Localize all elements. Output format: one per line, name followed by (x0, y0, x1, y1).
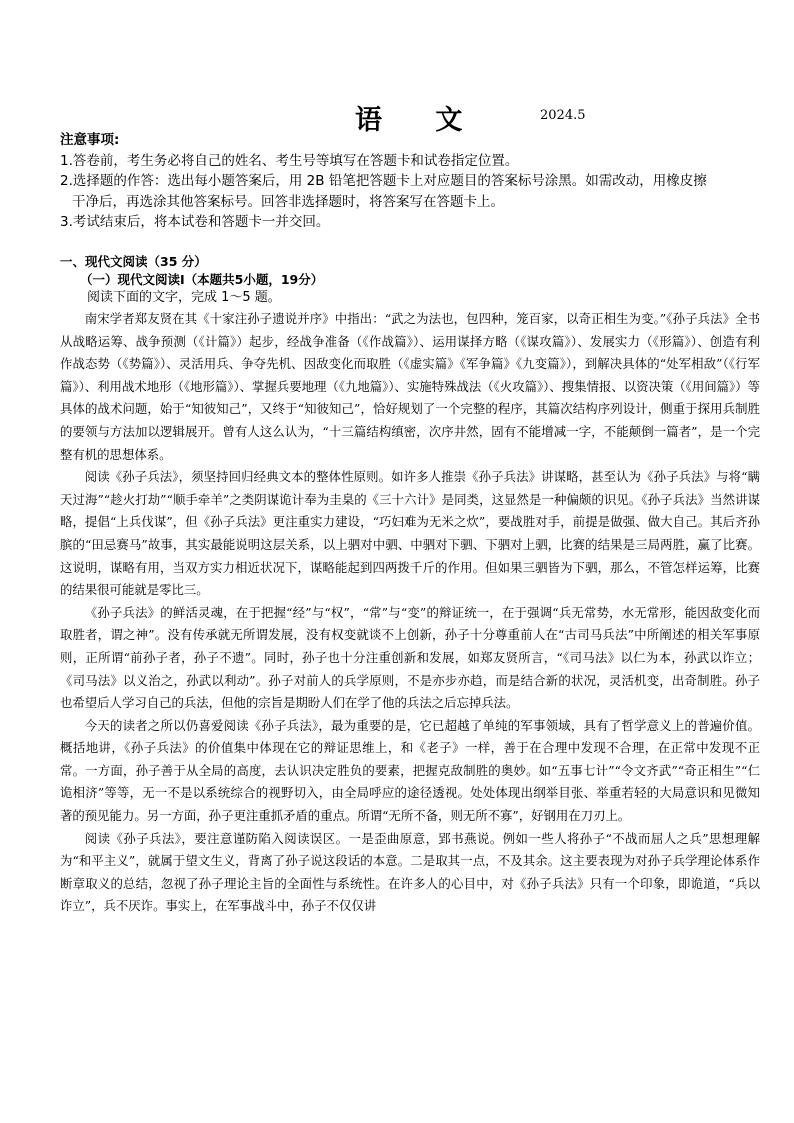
passage-paragraph-3: 《孙子兵法》的鲜活灵魂，在于把握“经”与“权”，“常”与“变”的辩证统一，在于强调“兵无常势，水无常形，能因敌变化而取胜者，谓之神”。没有传承就无所谓发展，没有权变就谈不上创新，孙子十分尊重前人在“古司马兵法”中所阐述的相关军事原则，正所谓“前孙子者，孙子不遗”。同时，孙子也十分注重创新和发展，如郑友贤所言，“《司马法》以仁为本，孙武以诈立；《司马法》以义治之，孙武以利动”。孙子对前人的兵学原则，不是亦步亦趋，而是结合新的状况，灵活机变，出奇制胜。孙子也希望后人学习自己的兵法，但他的宗旨是期盼人们在学了他的兵法之后忘掉兵法。 (60, 604, 760, 711)
subsection-title: （一）现代文阅读Ⅰ（本题共5小题，19分） (80, 272, 324, 287)
passage-paragraph-5: 阅读《孙子兵法》，要注意谨防陷入阅读误区。一是歪曲原意，郢书燕说。例如一些人将孙子“不战而屈人之兵”思想理解为“和平主义”，就属于望文生义，背离了孙子说这段话的本意。二是取其一点，不及其余。这主要表现为对孙子兵学理论体系作断章取义的总结，忽视了孙子理论主旨的全面性与系统性。在许多人的心目中，对《孙子兵法》只有一个印象，即诡道，“兵以诈立”，兵不厌诈。事实上，在军事战斗中，孙子不仅仅讲 (60, 830, 760, 914)
passage-paragraph-4: 今天的读者之所以仍喜爱阅读《孙子兵法》，最为重要的是，它已超越了单纯的军事领域，具有了哲学意义上的普遍价值。概括地讲，《孙子兵法》的价值集中体现在它的辩证思维上，和《老子》一样，善于在合理中发现不合理，在正常中发现不正常。一方面，孙子善于从全局的高度，去认识决定胜负的要素，把握克敌制胜的奥妙。如“五事七计”“令文齐武”“奇正相生”“仁诡相济”等等，无一不是以系统综合的视野切入，由全局呼应的途径透视。处处体现出纲举目张、举重若轻的大局意识和见微知著的预见能力。另一方面，孙子更注重抓矛盾的重点。所谓“无所不备，则无所不寡”，好钢用在刀刃上。 (60, 717, 760, 824)
reading-instruction: 阅读下面的文字，完成 1～5 题。 (87, 290, 281, 305)
passage-paragraph-1: 南宋学者郑友贤在其《十家注孙子遗说并序》中指出：“武之为法也，包四种，笼百家，以奇正相生为变。”《孙子兵法》全书从战略运筹、战争预测（《计篇》）起步，经战争准备（《作战篇》）、运用谋择方略（《谋攻篇》）、发展实力（《形篇》）、创造有利作战态势（《势篇》）、灵活用兵、争夺先机、因敌变化而取胜（《虚实篇》《军争篇》《九变篇》），到解决具体的“处军相敌”（《行军篇》）、利用战术地形（《地形篇》）、掌握兵要地理（《九地篇》）、实施特殊战法（《火攻篇》）、搜集情报、以资决策（《用间篇》）等具体的战术问题，始于“知彼知己”，又终于“知彼知己”，恰好规划了一个完整的程序，其篇次结构序列设计，侧重于探用兵制胜的要领与方法加以逻辑展开。曾有人这么认为，“十三篇结构缜密，次序井然，固有不能增减一字，不能颠倒一篇者”，是一个完整有机的思想体系。 (60, 311, 761, 462)
section-title: 一、现代文阅读（35 分） (60, 254, 207, 269)
notice-heading: 注意事项: (60, 132, 120, 148)
section-header (60, 253, 760, 307)
notice-block (60, 130, 750, 233)
notice-item-1: 1.答卷前，考生务必将自己的姓名、考生号等填写在答题卡和试卷指定位置。 (60, 152, 519, 169)
exam-date: 2024.5 (540, 108, 586, 123)
reading-passage (60, 308, 760, 918)
passage-paragraph-2: 阅读《孙子兵法》，须坚持回归经典文本的整体性原则。如许多人推崇《孙子兵法》讲谋略，甚至认为《孙子兵法》与将“瞒天过海”“趁火打劫”“顺手牵羊”之类阴谋诡计奉为圭臬的《三十六计》是同类，这显然是一种偏颇的识见。《孙子兵法》当然讲谋略，提倡“上兵伐谋”，但《孙子兵法》更注重实力建设，“巧妇难为无米之炊”，要战胜对手，前提是做强、做大自己。其后齐孙膑的“田忌赛马”故事，其实最能说明这层关系，以上驷对中驷、中驷对下驷、下驷对上驷，比赛的结果是三局两胜，赢了比赛。这说明，谋略有用，当双方实力相近状况下，谋略能起到四两拨千斤的作用。但如果三驷皆为下驷，那么，不管怎样运筹，比赛的结果很可能就是零比三。 (60, 469, 760, 598)
page-title: 语 文 (355, 105, 485, 136)
header (0, 98, 794, 134)
notice-item-2-continued: 干净后，再选涂其他答案标号。回答非选择题时，将答案写在答题卡上。 (72, 193, 504, 210)
notice-item-2: 2.选择题的作答：选出每小题答案后，用 2B 铅笔把答题卡上对应题目的答案标号涂黑。如需改动，用橡皮擦 (60, 173, 707, 189)
notice-item-3: 3.考试结束后，将本试卷和答题卡一并交回。 (60, 214, 330, 230)
